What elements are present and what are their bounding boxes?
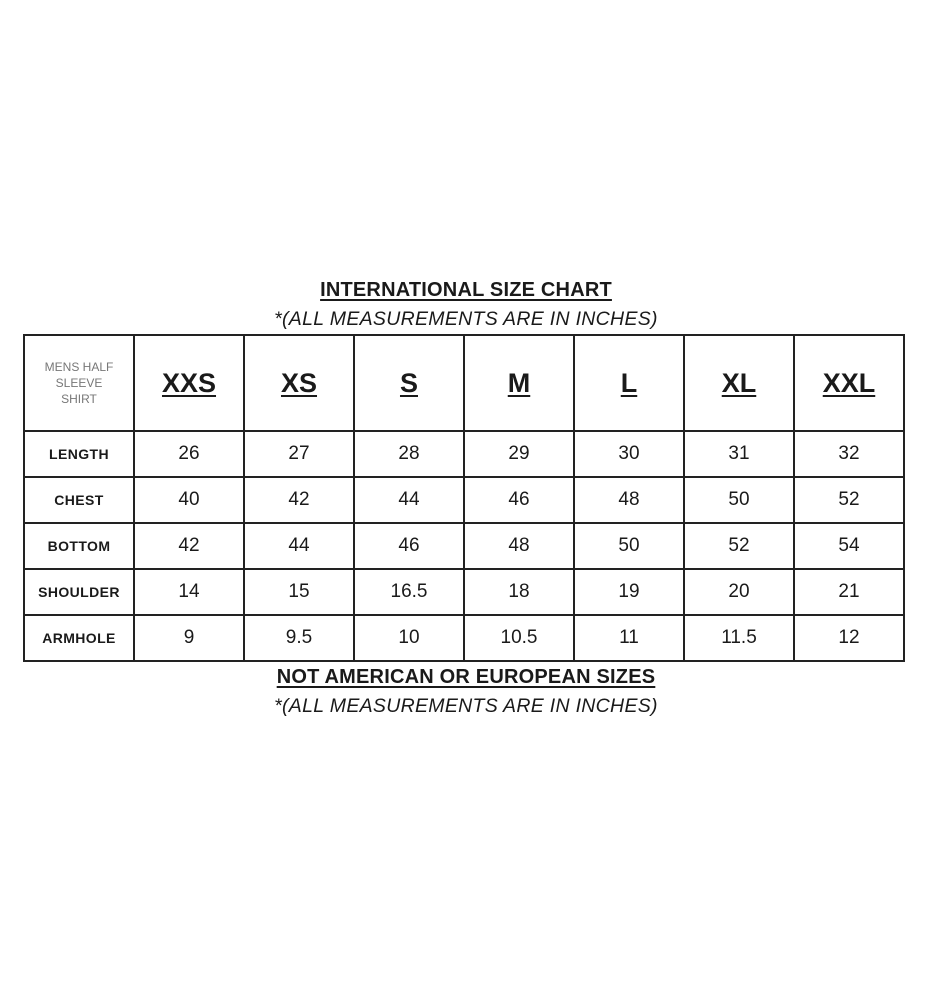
- product-label: [24, 335, 134, 431]
- table-cell: 31: [684, 431, 794, 477]
- product-label-line: SLEEVE: [55, 376, 103, 390]
- table-row-chest: [24, 477, 904, 523]
- size-header-xxs: XXS: [134, 335, 244, 431]
- table-cell: 21: [794, 569, 904, 615]
- chart-title: INTERNATIONAL SIZE CHART: [320, 279, 612, 301]
- table-cell: 52: [794, 477, 904, 523]
- table-cell: 42: [244, 477, 354, 523]
- table-cell: 9: [134, 615, 244, 661]
- size-header-s: S: [354, 335, 464, 431]
- table-cell: 19: [574, 569, 684, 615]
- table-cell: 26: [134, 431, 244, 477]
- table-cell: 10.5: [464, 615, 574, 661]
- size-chart-table: [23, 334, 905, 662]
- table-cell: 50: [684, 477, 794, 523]
- table-cell: 46: [464, 477, 574, 523]
- table-row-length: [24, 431, 904, 477]
- table-cell: 10: [354, 615, 464, 661]
- size-header-m: M: [464, 335, 574, 431]
- table-cell: 14: [134, 569, 244, 615]
- table-cell: 11.5: [684, 615, 794, 661]
- size-header-xl: XL: [684, 335, 794, 431]
- table-cell: 15: [244, 569, 354, 615]
- table-cell: 12: [794, 615, 904, 661]
- table-cell: 32: [794, 431, 904, 477]
- product-label-line: MENS HALF: [44, 360, 114, 374]
- table-cell: 11: [574, 615, 684, 661]
- table-cell: 40: [134, 477, 244, 523]
- row-label: CHEST: [24, 477, 134, 523]
- table-cell: 54: [794, 523, 904, 569]
- table-cell: 44: [244, 523, 354, 569]
- row-label: LENGTH: [24, 431, 134, 477]
- size-header-xxl: XXL: [794, 335, 904, 431]
- table-row-bottom: [24, 523, 904, 569]
- table-cell: 20: [684, 569, 794, 615]
- table-cell: 16.5: [354, 569, 464, 615]
- size-header-l: L: [574, 335, 684, 431]
- product-label-line: SHIRT: [61, 392, 97, 406]
- measurement-note: *(ALL MEASUREMENTS ARE IN INCHES): [274, 308, 658, 330]
- size-header-xs: XS: [244, 335, 354, 431]
- measurement-note-bottom: *(ALL MEASUREMENTS ARE IN INCHES): [274, 695, 658, 717]
- sizing-disclaimer: NOT AMERICAN OR EUROPEAN SIZES: [276, 666, 656, 688]
- table-cell: 29: [464, 431, 574, 477]
- table-cell: 50: [574, 523, 684, 569]
- row-label: BOTTOM: [24, 523, 134, 569]
- table-row-shoulder: [24, 569, 904, 615]
- table-cell: 9.5: [244, 615, 354, 661]
- table-cell: 46: [354, 523, 464, 569]
- table-cell: 48: [574, 477, 684, 523]
- row-label: ARMHOLE: [24, 615, 134, 661]
- table-cell: 48: [464, 523, 574, 569]
- table-cell: 42: [134, 523, 244, 569]
- row-label: SHOULDER: [24, 569, 134, 615]
- size-header-row: [24, 335, 904, 431]
- table-cell: 52: [684, 523, 794, 569]
- table-cell: 44: [354, 477, 464, 523]
- table-cell: 30: [574, 431, 684, 477]
- table-row-armhole: [24, 615, 904, 661]
- table-cell: 28: [354, 431, 464, 477]
- table-cell: 18: [464, 569, 574, 615]
- table-cell: 27: [244, 431, 354, 477]
